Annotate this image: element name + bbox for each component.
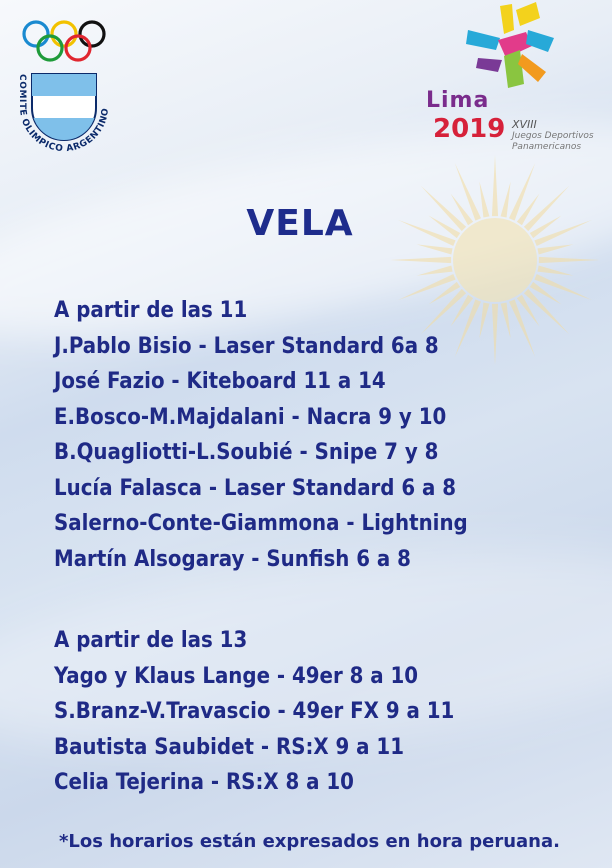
sun-ray-icon	[539, 257, 600, 263]
schedule-entry: J.Pablo Bisio - Laser Standard 6a 8	[54, 333, 439, 359]
ring-black-icon	[80, 22, 104, 46]
sun-ray-icon	[417, 266, 453, 276]
sun-ray-icon	[417, 244, 453, 254]
schedule-entry: José Fazio - Kiteboard 11 a 14	[54, 369, 386, 394]
schedule-entry: Yago y Klaus Lange - 49er 8 a 10	[54, 663, 419, 689]
footnote: *Los horarios están expresados en hora peruana.	[59, 831, 560, 852]
lima-2019-logo	[408, 0, 608, 160]
lima-year: 2019	[433, 114, 506, 144]
lima-subtitle-line2: Panamericanos	[512, 142, 582, 152]
schedule-entry: E.Bosco-M.Majdalani - Nacra 9 y 10	[54, 404, 447, 430]
lima-word: Lima	[426, 88, 490, 113]
schedule-entry: Lucía Falasca - Laser Standard 6 a 8	[54, 475, 457, 501]
svg-text:COMITE OLIMPICO ARGENTINO: COMITE OLIMPICO ARGENTINO	[16, 74, 112, 155]
page-title: VELA	[246, 203, 354, 244]
schedule-heading: A partir de las 11	[54, 298, 248, 323]
comite-olimpico-argentino-logo	[14, 12, 114, 162]
sun-ray-icon	[537, 244, 573, 254]
lima-2019-emblem-icon	[408, 0, 608, 90]
schedule-entry: Martín Alsogaray - Sunfish 6 a 8	[54, 546, 411, 572]
ring-yellow-icon	[52, 22, 76, 46]
ring-green-icon	[38, 36, 62, 60]
ring-red-icon	[66, 36, 90, 60]
schedule-block-13	[54, 623, 612, 801]
sun-ray-icon	[537, 266, 573, 276]
ring-blue-icon	[24, 22, 48, 46]
sun-ray-icon	[390, 257, 451, 263]
schedule-entry: B.Quagliotti-L.Soubié - Snipe 7 y 8	[54, 440, 439, 465]
schedule-heading: A partir de las 13	[54, 628, 248, 653]
schedule-block-11	[54, 293, 612, 577]
lima-edition: XVIII	[512, 118, 537, 131]
schedule-entry: S.Branz-V.Travascio - 49er FX 9 a 11	[54, 699, 455, 724]
schedule-entry: Salerno-Conte-Giammona - Lightning	[54, 511, 468, 536]
lima-subtitle-line1: Juegos Deportivos	[512, 131, 594, 141]
schedule-entry: Bautista Saubidet - RS:X 9 a 11	[54, 734, 404, 760]
schedule-entry: Celia Tejerina - RS:X 8 a 10	[54, 770, 354, 795]
